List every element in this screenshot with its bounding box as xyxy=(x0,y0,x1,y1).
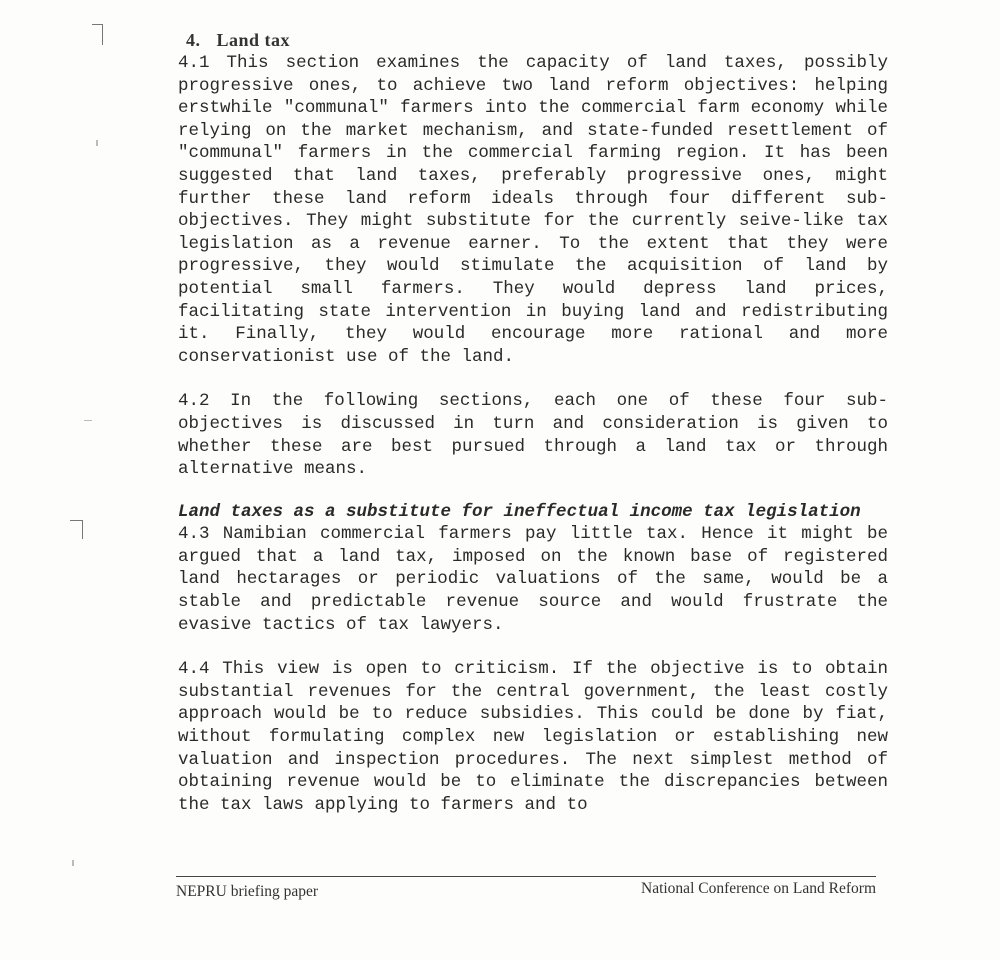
document-body xyxy=(178,28,888,816)
subsection-heading: Land taxes as a substitute for ineffectual income tax legislation xyxy=(178,501,861,522)
section-heading xyxy=(186,28,888,52)
scan-mark-middle xyxy=(70,520,83,539)
paragraph-4-4: 4.4 This view is open to criticism. If the objective is to obtain substantial revenues for the central government, the least costly approach would be to reduce subsidies. This could be done by fiat, without formulating complex new legislation or establishing new valuation and inspection procedures. The next simplest method of obtaining revenue would be to eliminate the discrepancies between the tax laws applying to farmers and to xyxy=(178,659,888,815)
scan-mark-top xyxy=(92,24,103,45)
scan-speck xyxy=(96,140,98,146)
footer-right-text: National Conference on Land Reform xyxy=(641,880,876,897)
paragraph-4-2: 4.2 In the following sections, each one of these four sub-objectives is discussed in turn and consideration is given to whether these are best pursued through a land tax or through alternative means. xyxy=(178,391,888,480)
section-number: 4. xyxy=(186,30,201,50)
paragraph-4-1: 4.1 This section examines the capacity of land taxes, possibly progressive ones, to achieve two land reform objectives: helping erstwhile "communal" farmers into the commercial farm economy while relying on the market mechanism, and state-funded resettlement of "communal" farmers in the commercial farming region. It has been suggested that land taxes, preferably progressive ones, might further these land reform ideals through four different sub-objectives. They might substitute for the currently seive-like tax legislation as a revenue earner. To the extent that they were progressive, they would stimulate the acquisition of land by potential small farmers. They would depress land prices, facilitating state intervention in buying land and redistributing it. Finally, they would encourage more rational and more conservationist use of the land. xyxy=(178,53,888,367)
footer-left-text: NEPRU briefing paper xyxy=(176,883,319,900)
paragraph-4-3: 4.3 Namibian commercial farmers pay little tax. Hence it might be argued that a land tax, imposed on the known base of registered land hectarages or periodic valuations of the same, would be a stable and predictable revenue source and would frustrate the evasive tactics of tax lawyers. xyxy=(178,524,888,635)
scan-speck xyxy=(72,860,74,866)
footer-divider xyxy=(176,876,876,877)
scan-speck xyxy=(84,420,92,421)
section-title: Land tax xyxy=(216,30,291,50)
